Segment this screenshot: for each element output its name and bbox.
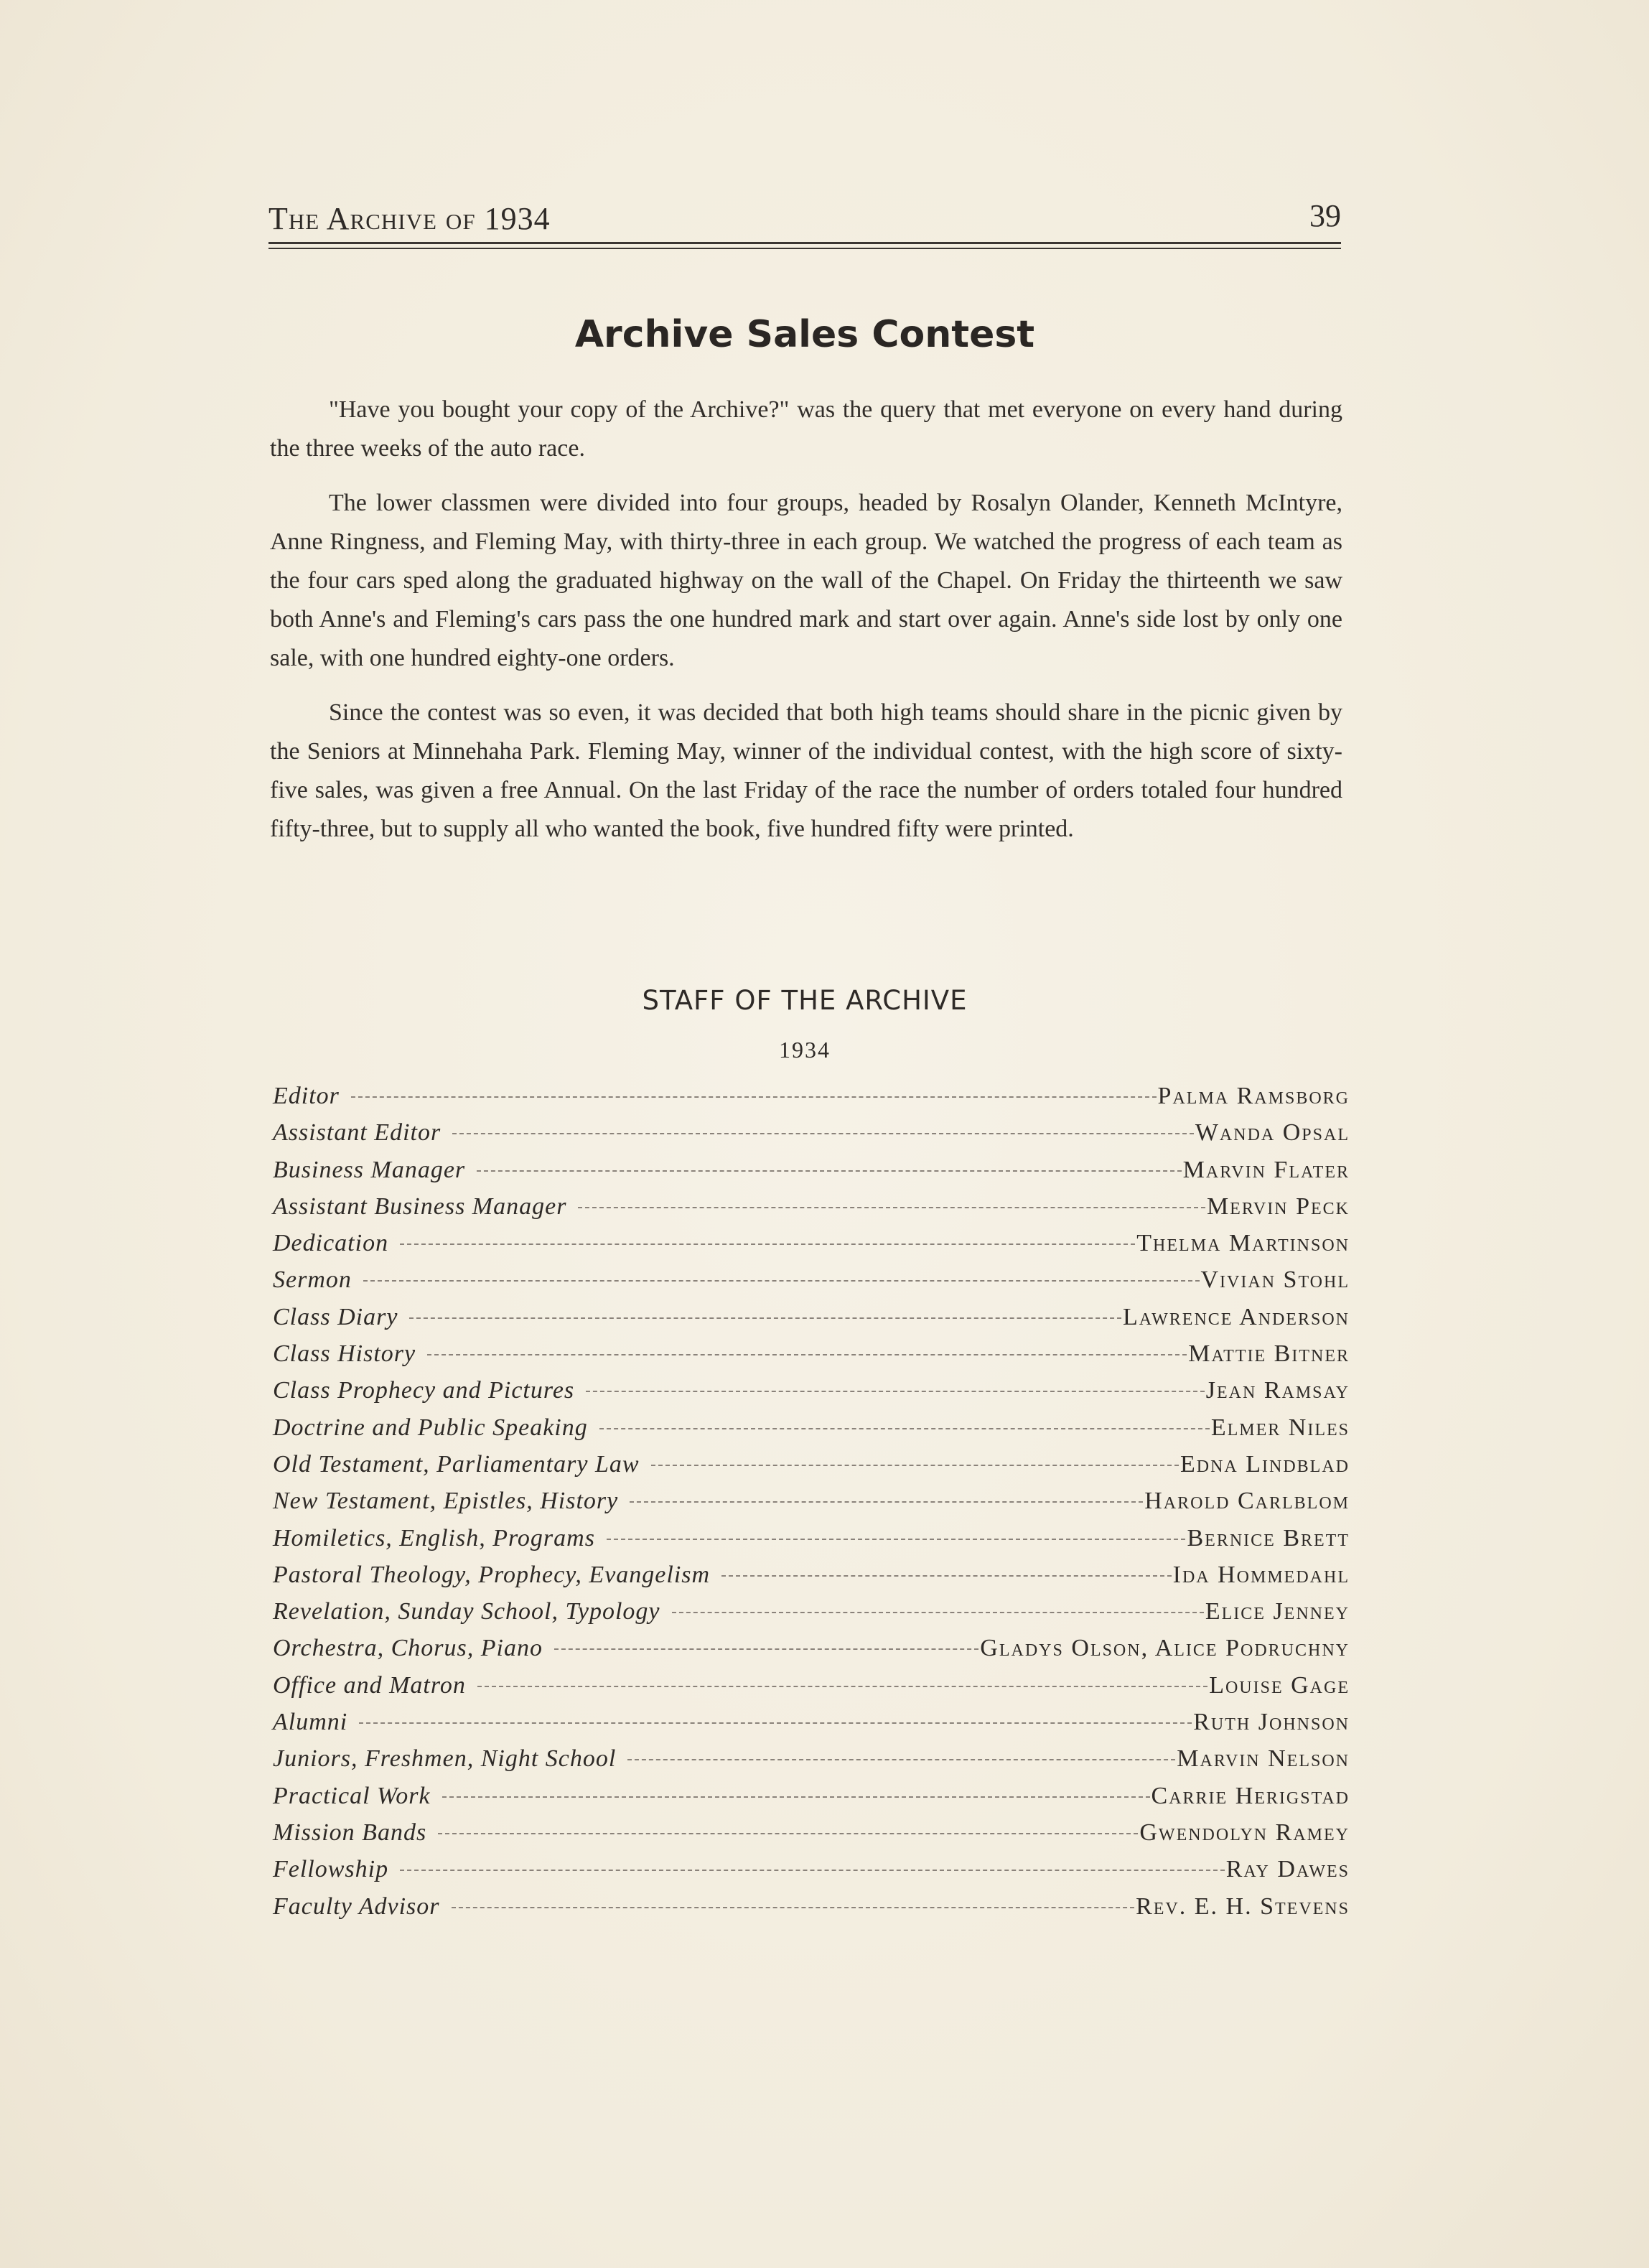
- staff-role: Class Prophecy and Pictures: [273, 1377, 575, 1404]
- page-number: 39: [1309, 198, 1341, 233]
- dot-leader: [409, 1317, 1121, 1319]
- staff-role: Revelation, Sunday School, Typology: [273, 1598, 660, 1625]
- staff-role: Doctrine and Public Speaking: [273, 1414, 588, 1441]
- header-rule-bottom: [268, 248, 1341, 249]
- dot-leader: [442, 1796, 1150, 1798]
- staff-row: [273, 1672, 1350, 1709]
- staff-row: [273, 1783, 1350, 1819]
- staff-role: Assistant Editor: [273, 1119, 442, 1147]
- staff-role: Faculty Advisor: [273, 1893, 440, 1920]
- staff-name: Wanda Opsal: [1195, 1119, 1350, 1147]
- running-head: [268, 198, 1341, 241]
- staff-row: [273, 1856, 1350, 1893]
- dot-leader: [627, 1759, 1175, 1760]
- staff-list: [273, 1083, 1350, 1930]
- staff-name: Elmer Niles: [1210, 1414, 1350, 1441]
- dot-leader: [651, 1465, 1179, 1466]
- staff-row: [273, 1819, 1350, 1856]
- staff-row: [273, 1083, 1350, 1119]
- staff-row: [273, 1562, 1350, 1598]
- staff-name: Jean Ramsay: [1205, 1377, 1350, 1404]
- staff-row: [273, 1157, 1350, 1193]
- staff-row: [273, 1119, 1350, 1156]
- staff-role: Alumni: [273, 1709, 348, 1736]
- staff-name: Gwendolyn Ramey: [1139, 1819, 1350, 1846]
- staff-name: Bernice Brett: [1187, 1524, 1350, 1551]
- staff-name: Lawrence Anderson: [1122, 1303, 1350, 1330]
- dot-leader: [400, 1243, 1135, 1245]
- staff-row: [273, 1340, 1350, 1377]
- staff-role: Editor: [273, 1083, 340, 1109]
- staff-role: New Testament, Epistles, History: [273, 1488, 619, 1515]
- running-title: The Archive of 1934: [268, 201, 551, 236]
- staff-row: [273, 1598, 1350, 1635]
- dot-leader: [630, 1501, 1143, 1503]
- staff-row: [273, 1635, 1350, 1671]
- paragraph: "Have you bought your copy of the Archive?" was the query that met everyone on every hand during the three weeks of the auto race.: [270, 396, 1342, 462]
- staff-role: Assistant Business Manager: [273, 1193, 567, 1220]
- dot-leader: [452, 1907, 1135, 1908]
- dot-leader: [586, 1391, 1205, 1392]
- dot-leader: [477, 1686, 1207, 1687]
- paragraph: The lower classmen were divided into four groups, headed by Rosalyn Olander, Kenneth McIntyre, Anne Ringness, and Fleming May, with thirty-three in each group. We watched the progress of each team as the four cars sped along the graduated highway on the wall of the Chapel. On Friday the thirteenth we saw both Anne's and Fleming's cars pass the one hundred mark and start over again. Anne's side lost by only one sale, with one hundred eighty-one orders.: [270, 490, 1342, 671]
- dot-leader: [452, 1133, 1194, 1134]
- staff-name: Ruth Johnson: [1193, 1709, 1350, 1736]
- staff-name: Ray Dawes: [1225, 1856, 1350, 1883]
- staff-row: [273, 1893, 1350, 1930]
- staff-row: [273, 1525, 1350, 1562]
- staff-role: Homiletics, English, Programs: [273, 1524, 595, 1551]
- paragraph: Since the contest was so even, it was decided that both high teams should share in the picnic given by the Seniors at Minnehaha Park. Fleming May, winner of the individual contest, with the high score of sixty-five sales, was given a free Annual. On the last Friday of the race the number of orders totaled four hundred fifty-three, but to supply all who wanted the book, five hundred fifty were printed.: [270, 699, 1342, 842]
- dot-leader: [427, 1354, 1187, 1355]
- article-title: Archive Sales Contest: [574, 313, 1035, 356]
- dot-leader: [607, 1539, 1186, 1540]
- dot-leader: [359, 1722, 1192, 1724]
- staff-row: [273, 1709, 1350, 1745]
- staff-name: Thelma Martinson: [1136, 1230, 1350, 1257]
- staff-name: Carrie Herigstad: [1151, 1782, 1350, 1809]
- staff-row: [273, 1377, 1350, 1414]
- staff-row: [273, 1193, 1350, 1230]
- dot-leader: [672, 1612, 1204, 1613]
- dot-leader: [438, 1833, 1138, 1834]
- staff-name: Vivian Stohl: [1200, 1266, 1350, 1294]
- staff-row: [273, 1266, 1350, 1303]
- staff-name: Edna Lindblad: [1179, 1450, 1350, 1478]
- staff-name: Rev. E. H. Stevens: [1136, 1893, 1350, 1920]
- dot-leader: [721, 1575, 1172, 1577]
- dot-leader: [351, 1096, 1157, 1098]
- staff-row: [273, 1304, 1350, 1340]
- header-rule-top: [268, 242, 1341, 244]
- staff-row: [273, 1230, 1350, 1266]
- dot-leader: [400, 1870, 1225, 1871]
- dot-leader: [363, 1280, 1200, 1282]
- staff-role: Class Diary: [273, 1303, 398, 1330]
- staff-name: Marvin Nelson: [1177, 1745, 1350, 1773]
- staff-name: Gladys Olson, Alice Podruchny: [980, 1635, 1350, 1662]
- staff-name: Ida Hommedahl: [1172, 1561, 1350, 1588]
- dot-leader: [578, 1207, 1205, 1208]
- dot-leader: [599, 1428, 1210, 1429]
- staff-role: Business Manager: [273, 1156, 466, 1183]
- staff-name: Harold Carlblom: [1144, 1488, 1350, 1515]
- staff-row: [273, 1488, 1350, 1524]
- staff-role: Old Testament, Parliamentary Law: [273, 1450, 640, 1478]
- staff-role: Office and Matron: [273, 1671, 466, 1699]
- staff-role: Pastoral Theology, Prophecy, Evangelism: [273, 1561, 711, 1588]
- staff-name: Mattie Bitner: [1188, 1340, 1350, 1368]
- staff-row: [273, 1414, 1350, 1451]
- staff-role: Class History: [273, 1340, 416, 1368]
- staff-role: Orchestra, Chorus, Piano: [273, 1635, 543, 1662]
- staff-name: Marvin Flater: [1182, 1156, 1350, 1183]
- staff-role: Juniors, Freshmen, Night School: [273, 1745, 617, 1773]
- staff-name: Mervin Peck: [1206, 1193, 1350, 1220]
- staff-year: 1934: [779, 1037, 831, 1063]
- staff-role: Mission Bands: [273, 1819, 427, 1846]
- dot-leader: [477, 1170, 1181, 1172]
- staff-title: STAFF OF THE ARCHIVE: [642, 985, 968, 1016]
- staff-role: Fellowship: [273, 1856, 389, 1883]
- staff-role: Sermon: [273, 1266, 352, 1294]
- staff-row: [273, 1745, 1350, 1782]
- staff-role: Practical Work: [273, 1782, 431, 1809]
- staff-name: Elice Jenney: [1205, 1598, 1350, 1625]
- article-body: [270, 391, 1342, 864]
- staff-name: Palma Ramsborg: [1157, 1083, 1350, 1109]
- staff-role: Dedication: [273, 1230, 389, 1257]
- staff-row: [273, 1451, 1350, 1488]
- dot-leader: [554, 1648, 978, 1650]
- staff-name: Louise Gage: [1209, 1671, 1350, 1699]
